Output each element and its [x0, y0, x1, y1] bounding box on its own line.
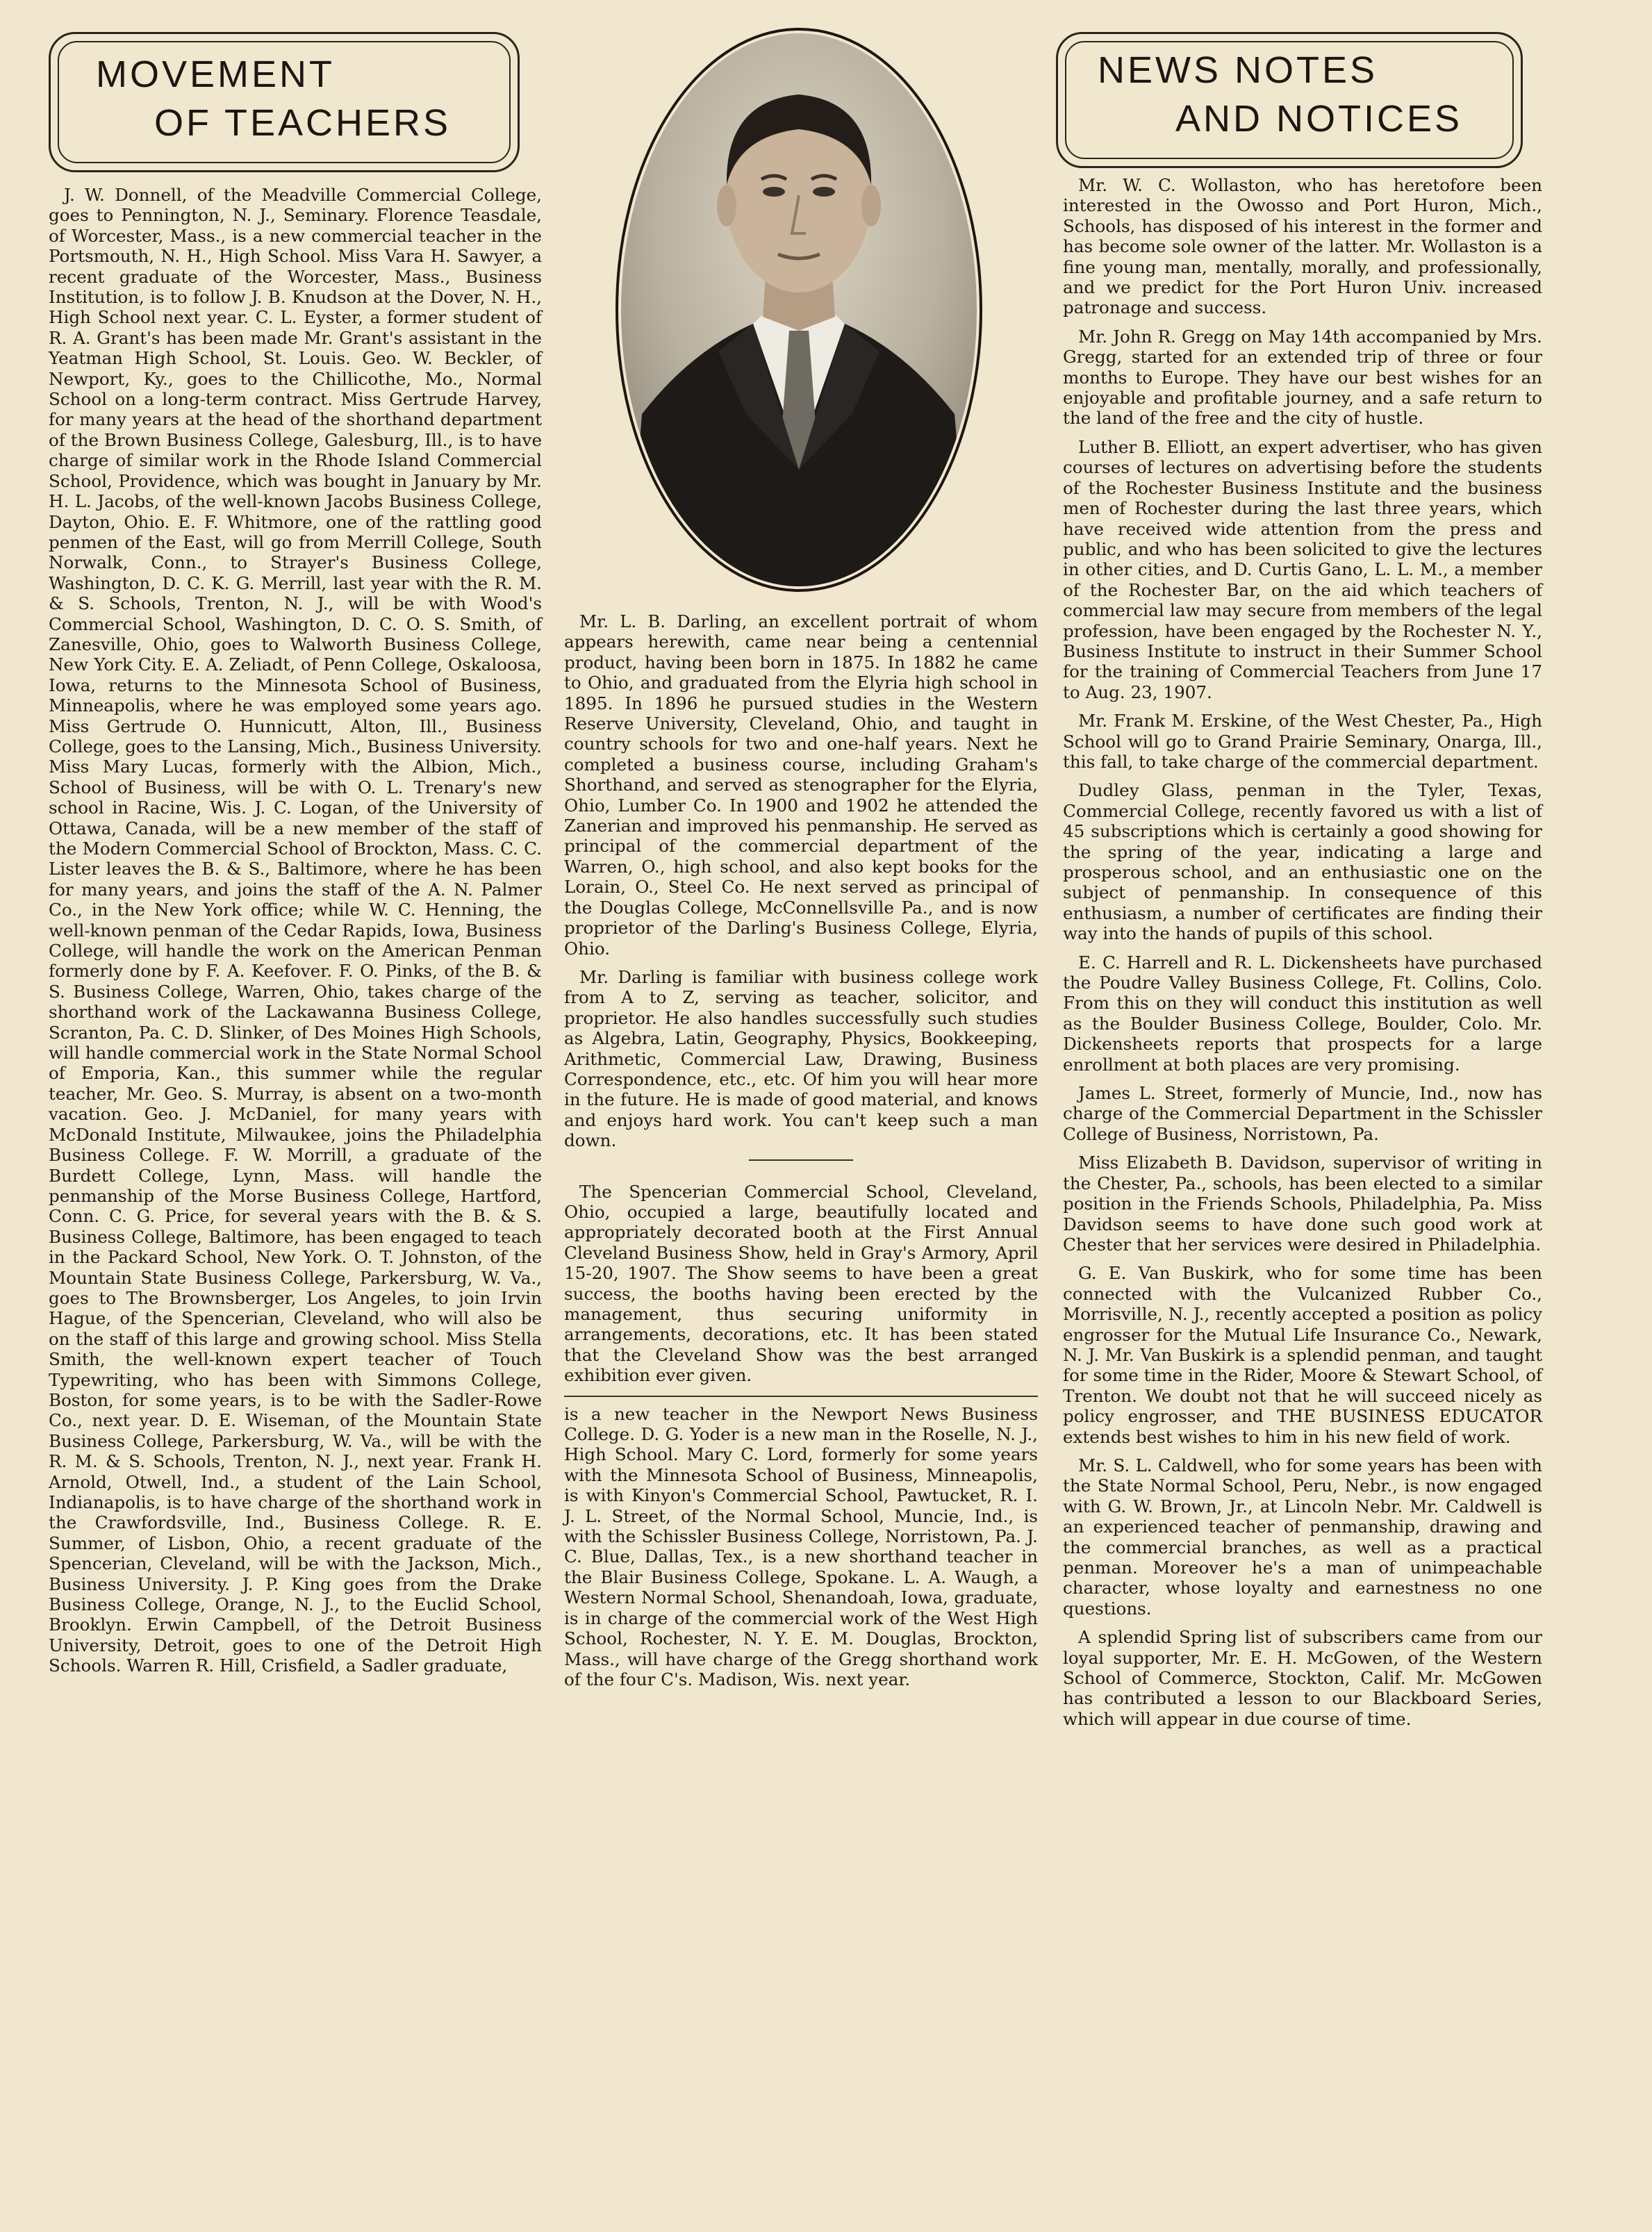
spencerian-paragraph: The Spencerian Commercial School, Cleveland, Ohio, occupied a large, beautifully located and appropriately decorated booth at the First Annual Cleveland Business Show, held in Gray's Armory, April 15-20, 1907. The Show seems to have been a great success, the booths having been erected by the management, thus securing uniformity in arrangements, decorations, etc. It has been stated that the Cleveland Show was the best arranged exhibition ever given.	[564, 1181, 1038, 1386]
news-item: Mr. John R. Gregg on May 14th accompanied by Mrs. Gregg, started for an extended trip of three or four months to Europe. They have our best wishes for an enjoyable and profitable journey, and a safe return to the land of the free and the city of hustle.	[1063, 326, 1542, 429]
movement-body: J. W. Donnell, of the Meadville Commercial College, goes to Pennington, N. J., Seminary. Florence Teasdale, of Worcester, Mass., is a new commercial teacher in the Portsmouth, N. H., High School. Miss Vara H. Sawyer, a recent graduate of the Worcester, Mass., Business Institution, is to follow J. B. Knudson at the Dover, N. H., High School next year. C. L. Eyster, a former student of R. A. Grant's has been made Mr. Grant's assistant in the Yeatman High School, St. Louis. Geo. W. Beckler, of Newport, Ky., goes to the Chillicothe, Mo., Normal School on a long-term contract. Miss Gertrude Harvey, for many years at the head of the shorthand department of the Brown Business College, Galesburg, Ill., is to have charge of similar work in the Rhode Island Commercial School, Providence, which was bought in January by Mr. H. L. Jacobs, of the well-known Jacobs Business College, Dayton, Ohio. E. F. Whitmore, one of the rattling good penmen of the East, will go from Merrill College, South Norwalk, Conn., to Strayer's Business College, Washington, D. C. K. G. Merrill, last year with the R. M. & S. Schools, Trenton, N. J., will be with Wood's Commercial School, Washington, D. C. O. S. Smith, of Zanesville, Ohio, goes to Walworth Business College, New York City. E. A. Zeliadt, of Penn College, Oskaloosa, Iowa, returns to the Minnesota School of Business, Minneapolis, where he was employed some years ago. Miss Gertrude O. Hunnicutt, Alton, Ill., Business College, goes to the Lansing, Mich., Business University. Miss Mary Lucas, formerly with the Albion, Mich., School of Business, will be with O. L. Trenary's new school in Racine, Wis. J. C. Logan, of the University of Ottawa, Canada, will be a new member of the staff of the Modern Commercial School of Brockton, Mass. C. C. Lister leaves the B. & S., Baltimore, where he has been for many years, and joins the staff of the A. N. Palmer Co., in the New York office; while W. C. Henning, the well-known penman of the Cedar Rapids, Iowa, Business College, will handle the work on the American Penman formerly done by F. A. Keefover. F. O. Pinks, of the B. & S. Business College, Warren, Ohio, takes charge of the shorthand work of the Lackawanna Business College, Scranton, Pa. C. D. Slinker, of Des Moines High Schools, will handle commercial work in the State Normal School of Emporia, Kan., this summer while the regular teacher, Mr. Geo. S. Murray, is absent on a two-month vacation. Geo. J. McDaniel, for many years with McDonald Institute, Milwaukee, joins the Philadelphia Business College. F. W. Morrill, a graduate of the Burdett College, Lynn, Mass. will handle the penmanship of the Morse Business College, Hartford, Conn. C. G. Price, for several years with the B. & S. Business College, Baltimore, has been engaged to teach in the Packard School, New York. O. T. Johnston, of the Mountain State Business College, Parkersburg, W. Va., goes to The Brownsberger, Los Angeles, to join Irvin Hague, of the Spencerian, Cleveland, who will also be on the staff of this large and growing school. Miss Stella Smith, the well-known expert teacher of Touch Typewriting, who has been with Simmons College, Boston, for some years, is to be with the Sadler-Rowe Co., next year. D. E. Wiseman, of the Mountain State Business College, Parkersburg, W. Va., will be with the R. M. & S. Schools, Trenton, N. J., next year. Frank H. Arnold, Otwell, Ind., a student of the Lain School, Indianapolis, is to have charge of the shorthand work in the Crawfordsville, Ind., Business College. R. E. Summer, of Lisbon, Ohio, a recent graduate of the Spencerian, Cleveland, will be with the Jackson, Mich., Business University. J. P. King goes from the Drake Business College, Orange, N. J., to the Euclid School, Brooklyn. Erwin Campbell, of the Detroit Business University, Detroit, goes to one of the Detroit High Schools. Warren R. Hill, Crisfield, a Sadler graduate,	[49, 185, 542, 1676]
news-item: G. E. Van Buskirk, who for some time has been connected with the Vulcanized Rubber Co., Morrisville, N. J., recently accepted a position as policy engrosser for the Mutual Life Insurance Co., Newark, N. J. Mr. Van Buskirk is a splendid penman, and taught for some time in the Rider, Moore & Stewart School, of Trenton. We doubt not that he will succeed nicely as policy engrosser, and THE BUSINESS EDUCATOR extends best wishes to him in his new field of work.	[1063, 1263, 1542, 1447]
movement-title-line1: MOVEMENT	[96, 53, 336, 95]
darling-paragraph-1: Mr. L. B. Darling, an excellent portrait of whom appears herewith, came near being a centennial product, having been born in 1875. In 1882 he came to Ohio, and graduated from the Elyria high school in 1895. In 1896 he pursued studies in the Western Reserve University, Cleveland, Ohio, and taught in country schools for two and one-half years. Next he completed a business course, including Graham's Shorthand, and served as stenographer for the Elyria, Ohio, Lumber Co. In 1900 and 1902 he attended the Zanerian and improved his penmanship. He served as principal of the commercial department of the Warren, O., high school, and also kept books for the Lorain, O., Steel Co. He next served as principal of the Douglas College, McConnellsville Pa., and is now proprietor of the Darling's Business College, Elyria, Ohio.	[564, 611, 1038, 959]
news-item: Mr. Frank M. Erskine, of the West Chester, Pa., High School will go to Grand Prairie Seminary, Onarga, Ill., this fall, to take charge of the commercial department.	[1063, 711, 1542, 772]
news-item: Luther B. Elliott, an expert advertiser, who has given courses of lectures on advertising before the students of the Rochester Business Institute and the business men of Rochester during the last three years, which have received wide attention from the press and public, and who has been solicited to give the lectures in other cities, and D. Curtis Gano, L. L. M., a member of the Rochester Bar, on the aid which teachers of commercial law may secure from members of the legal profession, have been engaged by the Rochester N. Y., Business Institute to instruct in their Summer School for the training of Commercial Teachers from June 17 to Aug. 23, 1907.	[1063, 436, 1542, 702]
news-item: Miss Elizabeth B. Davidson, supervisor of writing in the Chester, Pa., schools, has been elected to a similar position in the Friends Schools, Philadelphia, Pa. Miss Davidson seems to have done such good work at Chester that her services were desired in Philadelphia.	[1063, 1152, 1542, 1255]
movement-title-line2: OF TEACHERS	[154, 102, 452, 144]
short-divider	[749, 1159, 853, 1161]
news-item: Dudley Glass, penman in the Tyler, Texas, Commercial College, recently favored us with a list of 45 subscriptions which is certainly a good showing for the spring of the year, indicating a large and prosperous school, and an enthusiastic one on the subject of penmanship. In consequence of this enthusiasm, a number of certificates are finding their way into the hands of pupils of this school.	[1063, 780, 1542, 944]
darling-paragraph-2: Mr. Darling is familiar with business college work from A to Z, serving as teacher, solicitor, and proprietor. He also handles successfully such studies as Algebra, Latin, Geography, Physics, Bookkeeping, Arithmetic, Commercial Law, Drawing, Business Correspondence, etc., etc. Of him you will hear more in the future. He is made of good material, and knows and enjoys hard work. You can't keep such a man down.	[564, 966, 1038, 1151]
full-divider	[564, 1396, 1038, 1397]
portrait-of-l-b-darling	[614, 25, 984, 595]
movement-continued: is a new teacher in the Newport News Business College. D. G. Yoder is a new man in the Roselle, N. J., High School. Mary C. Lord, formerly for some years with the Minnesota School of Business, Minneapolis, is with Kinyon's Commercial School, Pawtucket, R. I. J. L. Street, of the Normal School, Muncie, Ind., is with the Schissler Business College, Norristown, Pa. J. C. Blue, Dallas, Tex., is a new shorthand teacher in the Blair Business College, Spokane. L. A. Waugh, a Western Normal School, Shenandoah, Iowa, graduate, is in charge of the commercial work of the West High School, Rochester, N. Y. E. M. Douglas, Brockton, Mass., will have charge of the Gregg shorthand work of the four C's. Madison, Wis. next year.	[564, 1403, 1038, 1689]
news-title-line1: NEWS NOTES	[1098, 49, 1378, 91]
portrait-photo	[614, 25, 984, 595]
news-item: A splendid Spring list of subscribers came from our loyal supporter, Mr. E. H. McGowen, of the Western School of Commerce, Stockton, Calif. Mr. McGowen has contributed a lesson to our Blackboard Series, which will appear in due course of time.	[1063, 1627, 1542, 1729]
news-item: James L. Street, formerly of Muncie, Ind., now has charge of the Commercial Department in the Schissler College of Business, Norristown, Pa.	[1063, 1083, 1542, 1144]
darling-article	[564, 611, 1038, 1698]
news-articles	[1063, 175, 1542, 1737]
news-item: Mr. W. C. Wollaston, who has heretofore been interested in the Owosso and Port Huron, Mich., Schools, has disposed of his interest in the former and has become sole owner of the latter. Mr. Wollaston is a fine young man, mentally, morally, and professionally, and we predict for the Port Huron Univ. increased patronage and success.	[1063, 175, 1542, 318]
news-item: Mr. S. L. Caldwell, who for some years has been with the State Normal School, Peru, Nebr., is now engaged with G. W. Brown, Jr., at Lincoln Nebr. Mr. Caldwell is an experienced teacher of penmanship, drawing and the commercial branches, as well as a practical penman. Moreover he's a man of unimpeachable character, whose loyalty and earnestness no one questions.	[1063, 1455, 1542, 1619]
movement-article	[49, 185, 542, 1685]
news-item: E. C. Harrell and R. L. Dickensheets have purchased the Poudre Valley Business College, Ft. Collins, Colo. From this on they will conduct this institution as well as the Boulder Business College, Boulder, Colo. Mr. Dickensheets reports that prospects for a large enrollment at both places are very promising.	[1063, 952, 1542, 1075]
news-title-line2: AND NOTICES	[1175, 98, 1463, 140]
